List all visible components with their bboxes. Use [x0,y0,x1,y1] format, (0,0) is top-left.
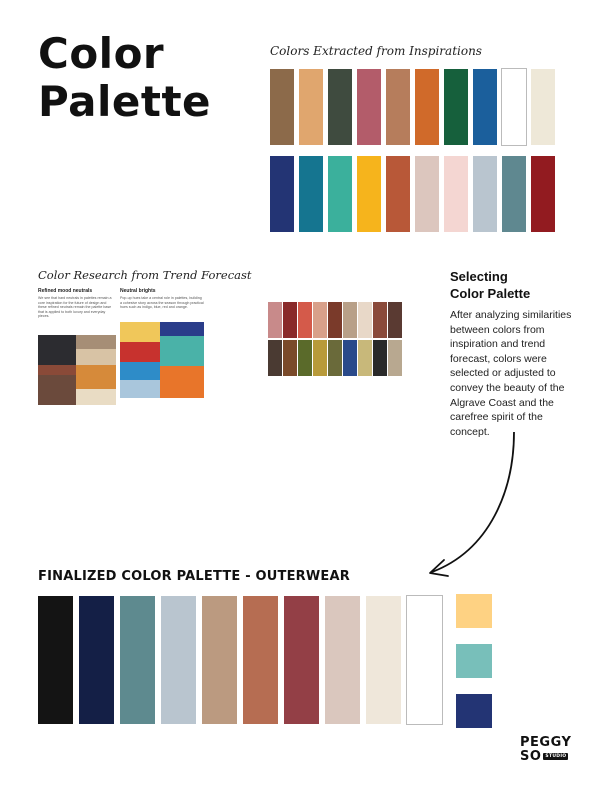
trend-grid-swatch [343,340,357,376]
title-line-2: Palette [38,77,212,126]
studio-logo [520,736,571,764]
trend-col2-color-blocks [120,322,204,398]
inspiration-swatch [328,156,352,232]
final-swatch [243,596,278,724]
inspiration-swatch [386,156,410,232]
inspiration-swatch [299,156,323,232]
trend-grid-swatch [328,340,342,376]
inspiration-swatch [502,69,526,145]
trend-color-block [76,365,116,389]
accent-swatch [456,594,492,628]
trend-grid-swatch [328,302,342,338]
final-swatch [202,596,237,724]
inspiration-swatch [357,156,381,232]
trend-col2-title: Neutral brights [120,288,156,294]
trend-color-block [120,362,160,380]
final-swatch [325,596,360,724]
inspiration-swatch [328,69,352,145]
trend-card-grid [216,300,400,380]
curved-arrow-icon [410,430,520,580]
logo-line-2: SO [520,749,542,764]
trend-color-block [38,335,76,365]
inspiration-swatch-row-1 [270,69,555,145]
trend-grid-swatch [358,340,372,376]
inspiration-swatch [444,156,468,232]
trend-grid-swatch [343,302,357,338]
inspiration-swatch [270,156,294,232]
trend-color-block [160,336,204,366]
trend-card-neutral-brights [120,288,204,468]
inspiration-swatch [531,156,555,232]
trend-color-block [76,335,116,349]
trend-grid-swatch [373,340,387,376]
trend-color-block [76,389,116,405]
finalized-swatch-row [38,596,442,724]
accent-swatch [456,644,492,678]
inspiration-swatch [531,69,555,145]
final-swatch [161,596,196,724]
page-title [38,30,211,126]
finalized-heading: FINALIZED COLOR PALETTE - OUTERWEAR [38,569,350,584]
logo-badge: STUDIO [545,754,567,759]
trend-grid-swatch [298,302,312,338]
final-swatch [120,596,155,724]
inspiration-swatch [386,69,410,145]
trend-grid-swatch [283,340,297,376]
trend-grid-swatch [373,302,387,338]
accent-swatch [456,694,492,728]
inspiration-swatch-row-2 [270,156,555,232]
trend-grid-swatch [388,340,402,376]
trend-grid-swatch [358,302,372,338]
logo-line-1: PEGGY [520,735,572,750]
inspirations-heading: Colors Extracted from Inspirations [270,44,482,58]
inspiration-swatch [357,69,381,145]
trend-card-refined-neutrals [38,288,116,468]
finalized-accent-stack [456,594,492,744]
inspiration-swatch [502,156,526,232]
trend-color-block [120,380,160,398]
selecting-heading-line-1: Selecting [450,269,508,284]
final-swatch [38,596,73,724]
trend-color-block [76,349,116,365]
trend-grid-swatch [268,340,282,376]
trend-color-block [160,366,204,398]
trend-col1-text: We see that hard neutrals in palettes remain a core inspiration for the future of design and these refined neutrals remain the palette base that is applied to both luxury and everyday pieces. [38,296,112,319]
trend-col1-color-blocks [38,335,116,405]
selecting-heading [450,268,530,302]
inspiration-swatch [415,156,439,232]
trend-grid-swatch [313,302,327,338]
inspiration-swatch [299,69,323,145]
trend-grid-swatch [283,302,297,338]
inspiration-swatch [415,69,439,145]
inspiration-swatch [473,69,497,145]
trend-color-block [120,342,160,362]
title-line-1: Color [38,29,165,78]
final-swatch [407,596,442,724]
trend-col3-grid-bottom [268,340,402,376]
trend-color-block [120,322,160,342]
trend-col2-text: Pop-up hues take a central role in palettes, building a cohesive story across the season through practical hues such as indigo, blue, red and orange. [120,296,204,310]
trend-color-block [38,365,76,375]
trend-grid-swatch [313,340,327,376]
trend-col1-title: Refined mood neutrals [38,288,93,294]
final-swatch [284,596,319,724]
trend-col3-grid-top [268,302,402,338]
inspiration-swatch [473,156,497,232]
trend-heading: Color Research from Trend Forecast [38,268,252,282]
final-swatch [366,596,401,724]
inspiration-swatch [270,69,294,145]
final-swatch [79,596,114,724]
selecting-heading-line-2: Color Palette [450,286,531,301]
trend-grid-swatch [298,340,312,376]
selecting-paragraph: After analyzing similarities between colors from inspiration and trend forecast, colors were selected or adjusted to convey the beauty of the Algrave Coast and the carefree spirit of the concept. [450,309,572,438]
inspiration-swatch [444,69,468,145]
trend-grid-swatch [388,302,402,338]
trend-color-block [38,375,76,405]
trend-grid-swatch [268,302,282,338]
trend-color-block [160,322,204,336]
